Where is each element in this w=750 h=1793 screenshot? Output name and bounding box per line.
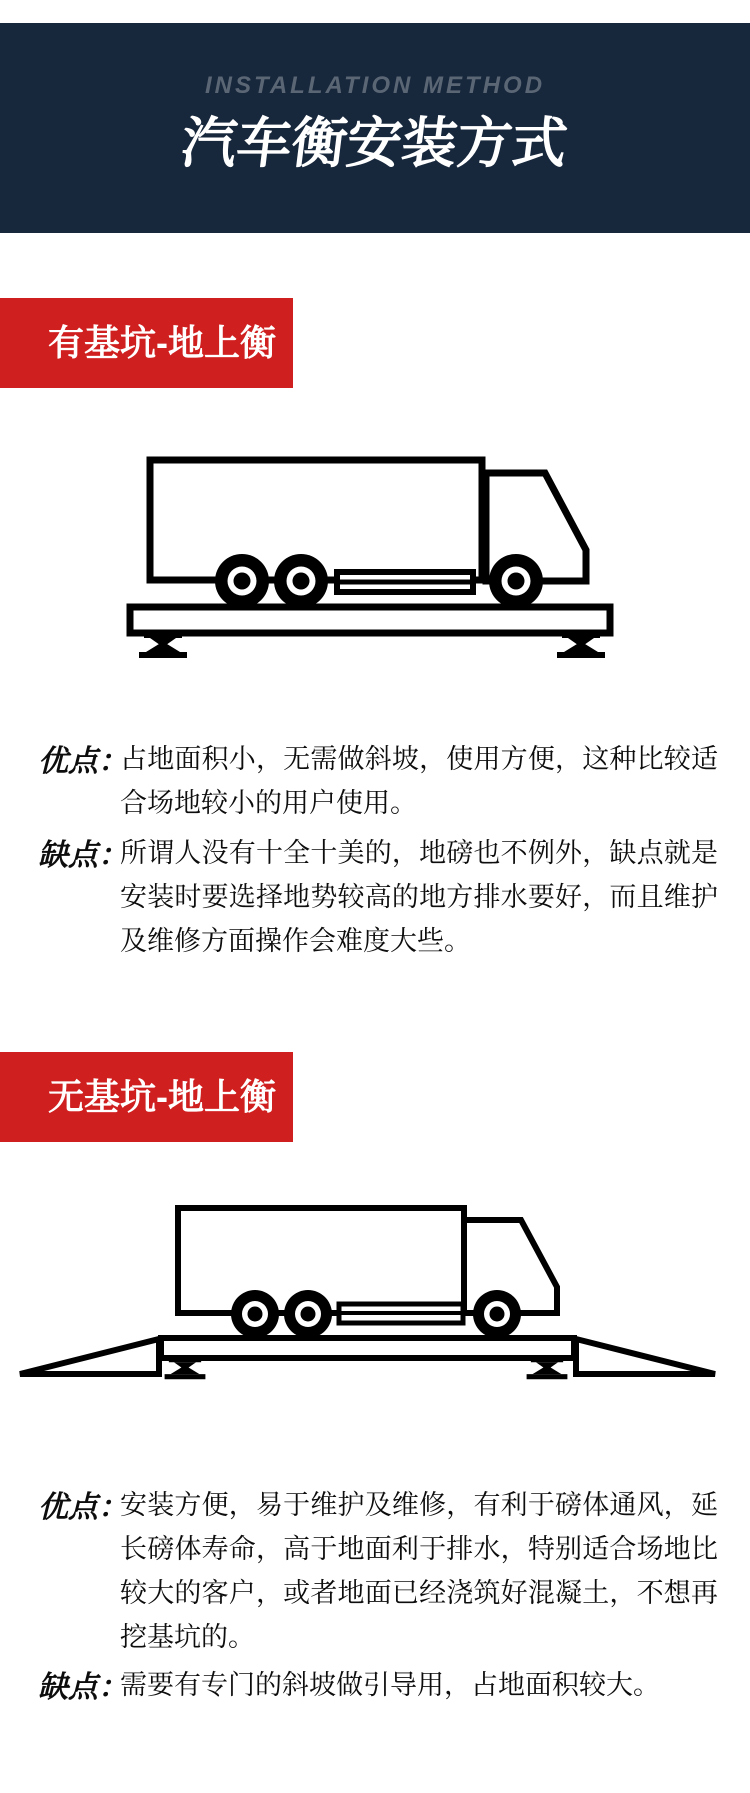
pros-label: 优点： bbox=[38, 1491, 128, 1524]
truck-on-weighbridge-with-ramps-illustration bbox=[15, 1200, 735, 1385]
cons-text: 所谓人没有十全十美的，地磅也不例外，缺点就是安装时要选择地势较高的地方排水要好，而且维护及维修方面操作会难度大些。 bbox=[120, 838, 718, 956]
hero-subtitle: INSTALLATION METHOD bbox=[204, 72, 546, 99]
cons-text: 需要有专门的斜坡做引导用，占地面积较大。 bbox=[120, 1670, 660, 1700]
cons-label: 缺点： bbox=[38, 839, 128, 872]
page-title: 汽车衡安装方式 bbox=[178, 112, 571, 174]
pros-text: 占地面积小，无需做斜坡，使用方便，这种比较适合场地较小的用户使用。 bbox=[120, 744, 718, 818]
truck-on-weighbridge-illustration bbox=[115, 450, 635, 660]
section-badge-pit: 有基坑-地上衡 bbox=[0, 298, 293, 388]
pros-text: 安装方便，易于维护及维修，有利于磅体通风，延长磅体寿命，高于地面利于排水，特别适合场地比较大的客户，或者地面已经浇筑好混凝土，不想再挖基坑的。 bbox=[120, 1490, 718, 1652]
cons-label: 缺点： bbox=[38, 1671, 128, 1704]
hero-banner bbox=[0, 23, 750, 233]
pros-label: 优点： bbox=[38, 745, 128, 778]
section-badge-no-pit: 无基坑-地上衡 bbox=[0, 1052, 293, 1142]
